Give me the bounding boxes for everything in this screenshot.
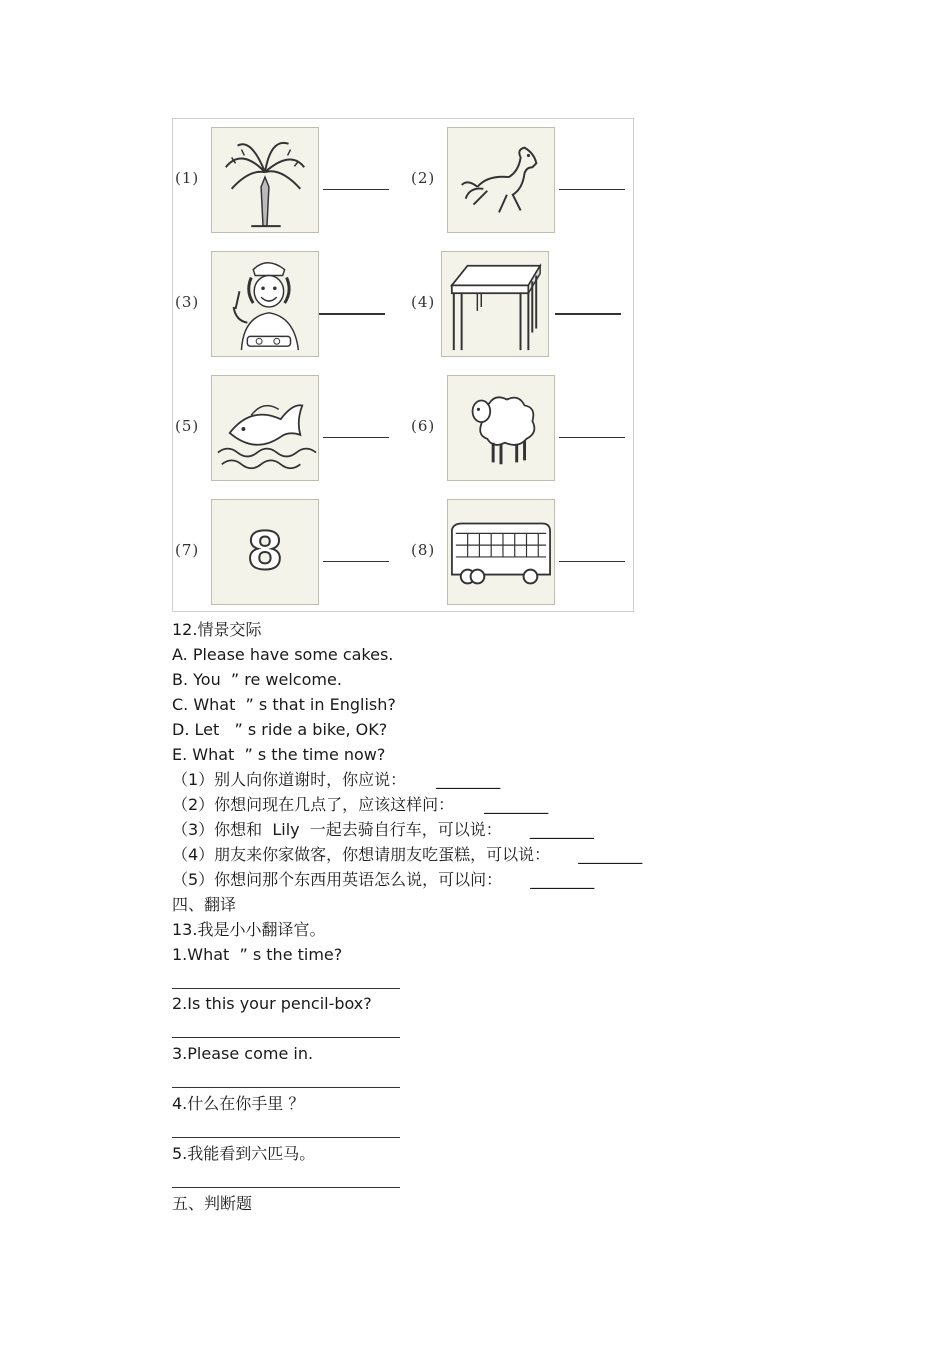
question-2 xyxy=(172,795,548,815)
item-number: (8) xyxy=(411,541,436,559)
question-text: （3）你想和 Lily 一起去骑自行车，可以说： xyxy=(172,820,502,839)
figure-item-5 xyxy=(173,367,403,479)
question-text: （5）你想问那个东西用英语怎么说，可以问： xyxy=(172,870,503,889)
answer-line[interactable] xyxy=(172,1187,400,1188)
translate-item-5: 5.我能看到六匹马。 xyxy=(172,1144,316,1163)
item-number: (3) xyxy=(175,293,200,311)
bus-picture xyxy=(447,499,555,605)
answer-blank[interactable] xyxy=(323,189,389,190)
question-3 xyxy=(172,820,594,840)
palm-tree-picture xyxy=(211,127,319,233)
answer-line[interactable] xyxy=(172,1037,400,1038)
sheep-picture xyxy=(447,375,555,481)
figure-item-6 xyxy=(409,367,639,479)
figure-item-4 xyxy=(409,243,639,355)
desk-picture xyxy=(441,251,549,357)
translate-item-3: 3.Please come in. xyxy=(172,1044,314,1063)
option-c: C. What ” s that in English? xyxy=(172,695,396,714)
option-d: D. Let ” s ride a bike, OK? xyxy=(172,720,388,739)
item-number: (2) xyxy=(411,169,436,187)
answer-blank[interactable] xyxy=(559,561,625,562)
nurse-picture xyxy=(211,251,319,357)
option-b: B. You ” re welcome. xyxy=(172,670,342,689)
option-e: E. What ” s the time now? xyxy=(172,745,386,764)
item-number: (1) xyxy=(175,169,200,187)
section-12-title: 12.情景交际 xyxy=(172,620,262,639)
section-4-heading: 四、翻译 xyxy=(172,895,237,914)
question-text: （1）别人向你道谢时，你应说： xyxy=(172,770,407,789)
answer-blank[interactable]: ________ xyxy=(578,845,643,864)
translate-item-4: 4.什么在你手里 ？ xyxy=(172,1094,305,1113)
picture-figure xyxy=(172,118,634,612)
answer-blank[interactable] xyxy=(559,437,625,438)
answer-blank[interactable]: ________ xyxy=(529,820,594,839)
section-13-title: 13.我是小小翻译官。 xyxy=(172,920,326,939)
question-text: （4）朋友来你家做客，你想请朋友吃蛋糕，可以说： xyxy=(172,845,551,864)
figure-item-8 xyxy=(409,491,639,603)
translate-item-1: 1.What ” s the time? xyxy=(172,945,343,964)
item-number: (6) xyxy=(411,417,436,435)
answer-blank[interactable]: ________ xyxy=(436,770,501,789)
question-4 xyxy=(172,845,642,865)
option-a: A. Please have some cakes. xyxy=(172,645,394,664)
figure-item-1 xyxy=(173,119,403,231)
item-number: (7) xyxy=(175,541,200,559)
number-eight-picture xyxy=(211,499,319,605)
answer-blank[interactable] xyxy=(319,313,385,315)
section-5-heading: 五、判断题 xyxy=(172,1194,253,1213)
item-number: (4) xyxy=(411,293,436,311)
translate-item-2: 2.Is this your pencil-box? xyxy=(172,994,372,1013)
answer-blank[interactable] xyxy=(555,313,621,315)
fish-picture xyxy=(211,375,319,481)
answer-blank[interactable] xyxy=(559,189,625,190)
question-text: （2）你想问现在几点了，应该这样问： xyxy=(172,795,455,814)
figure-item-7 xyxy=(173,491,403,603)
answer-blank[interactable]: ________ xyxy=(530,870,595,889)
answer-line[interactable] xyxy=(172,1137,400,1138)
answer-line[interactable] xyxy=(172,1087,400,1088)
figure-item-2 xyxy=(409,119,639,231)
answer-blank[interactable] xyxy=(323,437,389,438)
question-1 xyxy=(172,770,500,790)
answer-blank[interactable] xyxy=(323,561,389,562)
figure-item-3 xyxy=(173,243,403,355)
horse-picture xyxy=(447,127,555,233)
digit-eight: 8 xyxy=(246,522,284,582)
item-number: (5) xyxy=(175,417,200,435)
answer-blank[interactable]: ________ xyxy=(484,795,549,814)
question-5 xyxy=(172,870,594,890)
answer-line[interactable] xyxy=(172,988,400,989)
